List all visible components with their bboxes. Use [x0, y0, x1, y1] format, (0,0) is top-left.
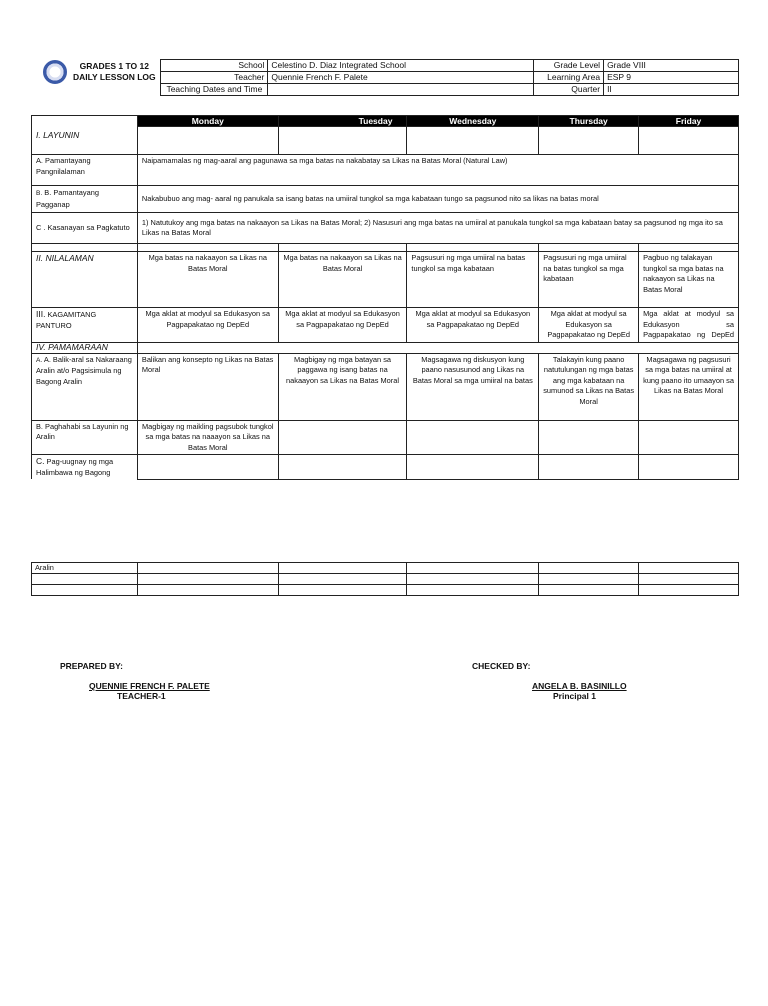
pamantayang-pangnilalaman-label: A. Pamantayang Pangnilalaman — [32, 155, 138, 186]
learning-area-label: Learning Area — [534, 72, 604, 84]
checked-by-label: CHECKED BY: — [472, 661, 531, 671]
paghahabi-label: B. Paghahabi sa Layunin ng Aralin — [32, 420, 138, 455]
continuation-table — [31, 562, 739, 596]
day-friday: Friday — [639, 116, 739, 127]
balik-aral-friday: Magsagawa ng pagsusuri sa mga batas na umiiral at kung paano ito umaayon sa Likas na Batas Moral — [639, 353, 739, 420]
nilalaman-heading: II. NILALAMAN — [32, 252, 138, 308]
pamantayang-pagganap-label: B. B. Pamantayang Pagganap — [32, 186, 138, 213]
day-thursday: Thursday — [539, 116, 639, 127]
checked-by-title: Principal 1 — [553, 691, 596, 701]
learning-area-value: ESP 9 — [604, 72, 739, 84]
layunin-heading: I. LAYUNIN — [32, 116, 138, 155]
deped-seal-icon — [43, 60, 67, 84]
balik-aral-monday: Balikan ang konsepto ng Likas na Batas Moral — [137, 353, 278, 420]
nilalaman-thursday: Pagsusuri ng mga umiiral na batas tungkol sa mga kabataan — [539, 252, 639, 308]
paghahabi-tuesday — [278, 420, 407, 455]
kagamitan-heading: III. KAGAMITANG PANTURO — [32, 308, 138, 343]
log-title: DAILY LESSON LOG — [73, 71, 156, 82]
aralin-label: Aralin — [32, 563, 138, 574]
paghahabi-thursday — [539, 420, 639, 455]
nilalaman-tuesday: Mga batas na nakaayon sa Likas na Batas Moral — [278, 252, 407, 308]
pag-uugnay-label: C. Pag-uugnay ng mga Halimbawa ng Bagong — [32, 455, 138, 480]
kagamitan-wednesday: Mga aklat at modyul sa Edukasyon sa Pagpapakatao ng DepEd — [407, 308, 539, 343]
day-tuesday: Tuesday — [278, 116, 407, 127]
pamantayang-pangnilalaman-value: Naipamamalas ng mag-aaral ang pagunawa sa mga batas na nakabatay sa Likas na Batas Moral (Natural Law) — [137, 155, 738, 186]
grade-level-label: Grade Level — [534, 60, 604, 72]
lesson-log-table — [31, 115, 739, 480]
balik-aral-tuesday: Magbigay ng mga batayan sa paggawa ng isang batas na nakaayon sa Likas na Batas Moral — [278, 353, 407, 420]
header-table — [31, 59, 739, 96]
teacher-label: Teacher — [161, 72, 268, 84]
paghahabi-friday — [639, 420, 739, 455]
paghahabi-wednesday — [407, 420, 539, 455]
nilalaman-friday: Pagbuo ng talakayan tungkol sa mga batas na nakaayon sa Likas na Batas Moral — [639, 252, 739, 308]
dates-value — [268, 84, 534, 96]
balik-aral-label: A. A. Balik-aral sa Nakaraang Aralin at/o Pagsisimula ng Bagong Aralin — [32, 353, 138, 420]
nilalaman-wednesday: Pagsusuri ng mga umiiral na batas tungkol sa mga kabataan — [407, 252, 539, 308]
pamantayang-pagganap-value: Nakabubuo ang mag- aaral ng panukala sa isang batas na umiiral tungkol sa mga kabataan tungo sa pagsunod nito sa likas na batas moral — [137, 186, 738, 213]
paghahabi-monday: Magbigay ng maikling pagsubok tungkol sa mga batas na naaayon sa Likas na Batas Moral — [137, 420, 278, 455]
logo-cell — [31, 60, 161, 84]
pamamaraan-heading: IV. PAMAMARAAN — [32, 342, 138, 353]
kagamitan-friday: Mga aklat at modyul sa Edukasyon sa Pagpapakatao ng DepEd — [639, 308, 739, 343]
kagamitan-monday: Mga aklat at modyul sa Edukasyon sa Pagpapakatao ng DepEd — [137, 308, 278, 343]
prepared-by-name: QUENNIE FRENCH F. PALETE — [89, 681, 210, 691]
prepared-by-title: TEACHER-1 — [117, 691, 166, 701]
kagamitan-tuesday: Mga aklat at modyul sa Edukasyon sa Pagpapakatao ng DepEd — [278, 308, 407, 343]
dates-label: Teaching Dates and Time — [161, 84, 268, 96]
prepared-by-label: PREPARED BY: — [60, 661, 123, 671]
day-monday: Monday — [137, 116, 278, 127]
school-label: School — [161, 60, 268, 72]
grades-label: GRADES 1 TO 12 — [79, 60, 149, 71]
quarter-label: Quarter — [534, 84, 604, 96]
kasanayan-value: 1) Natutukoy ang mga batas na nakaayon sa Likas na Batas Moral; 2) Nasusuri ang mga batas na umiiral at panukala tungkol sa mga kabataan batay sa pagsunod ng mga ito sa Likas na Batas Moral — [137, 213, 738, 244]
school-value: Celestino D. Diaz Integrated School — [268, 60, 534, 72]
checked-by-name: ANGELA B. BASINILLO — [532, 681, 627, 691]
kagamitan-thursday: Mga aklat at modyul sa Edukasyon sa Pagpapakatao ng DepEd — [539, 308, 639, 343]
day-wednesday: Wednesday — [407, 116, 539, 127]
kasanayan-label: C . Kasanayan sa Pagkatuto — [32, 213, 138, 244]
balik-aral-thursday: Talakayin kung paano natutulungan ng mga batas ang mga kabataan na sumunod sa Likas na Batas Moral — [539, 353, 639, 420]
balik-aral-wednesday: Magsagawa ng diskusyon kung paano nasusunod ang Likas na Batas Moral sa mga umiiral na batas — [407, 353, 539, 420]
nilalaman-monday: Mga batas na nakaayon sa Likas na Batas Moral — [137, 252, 278, 308]
grade-level-value: Grade VIII — [604, 60, 739, 72]
teacher-value: Quennie French F. Palete — [268, 72, 534, 84]
quarter-value: II — [604, 84, 739, 96]
